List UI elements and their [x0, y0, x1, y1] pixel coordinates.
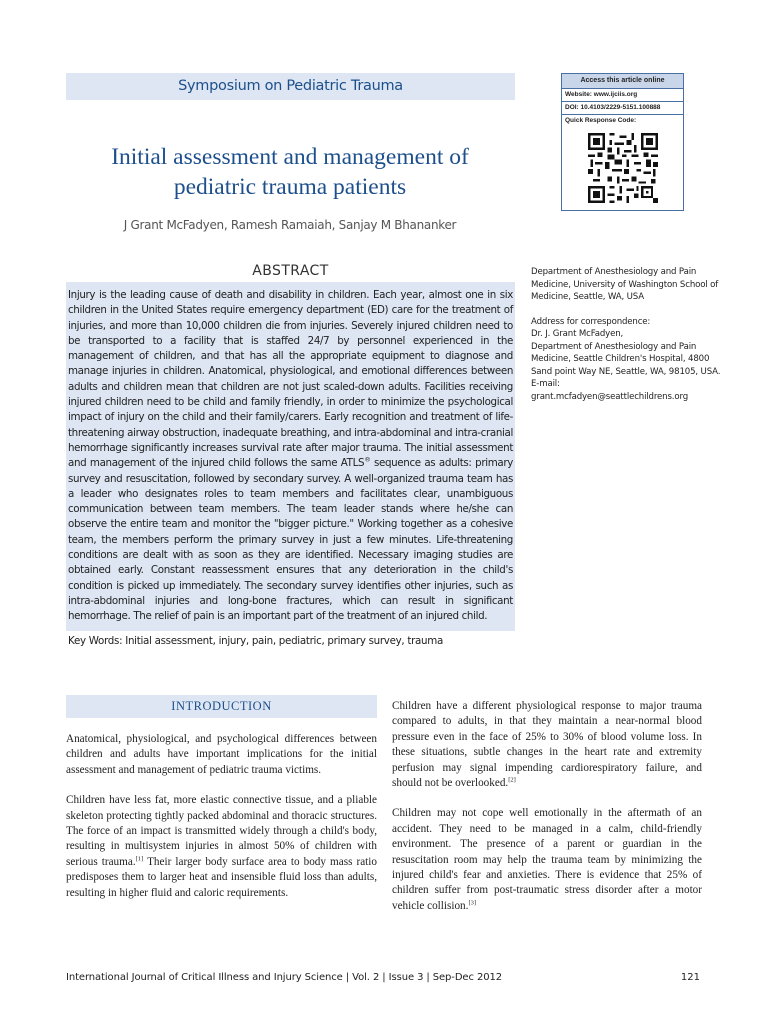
registered-mark: ®	[364, 455, 371, 464]
abstract-part-1: Injury is the leading cause of death and disability in children. Each year, almost one in six children in the United States require emergency department (ED) care for the treatment of injuries, and more than 10,000 children die from injuries. Severely injured children need to be transported to a facility that is staffed 24/7 by personnel experienced in the management of children, and that has all the appropriate equipment to diagnose and manage injuries in children. Anatomical, physiological, and emotional differences between adults and children mean that children are not just scaled-down adults. Facilities receiving injured children need to be child and family friendly, in order to minimize the psychological impact of injury on the child and their family/carers. Early recognition and treatment of life-threatening airway obstruction, inadequate breathing, and intra-abdominal and intra-cranial hemorrhage significantly increases survival rate after major trauma. The initial assessment and management of the injured child follows the same ATLS	[68, 289, 513, 470]
symposium-banner: Symposium on Pediatric Trauma	[66, 73, 515, 100]
reference-link[interactable]: [3]	[468, 899, 477, 907]
keywords	[68, 635, 518, 647]
page-number: 121	[680, 972, 700, 983]
intro-paragraph-2: Children have less fat, more elastic connective tissue, and a pliable skeleton protecting tightly packed abdominal and thoracic structures. The force of an impact is transmitted widely through a child's body, resulting in multisystem injuries in almost 50% of children with serious trauma.[1] Their larger body surface area to body mass ratio predisposes them to larger heat and insensible fluid loss than adults, resulting in higher fluid and caloric requirements.	[66, 794, 377, 899]
email-label: E-mail:	[531, 379, 560, 389]
keywords-label: Key Words:	[68, 635, 123, 647]
keywords-list: Initial assessment, injury, pain, pediatric, primary survey, trauma	[122, 635, 444, 647]
author-list: J Grant McFadyen, Ramesh Ramaiah, Sanjay M Bhananker	[123, 218, 457, 232]
website-link[interactable]: Website: www.ijciis.org	[562, 89, 683, 102]
reference-link[interactable]: [2]	[508, 776, 516, 784]
department-affiliation: Department of Anesthesiology and Pain Medicine, University of Washington School of Medicine, Seattle, WA, USA	[531, 267, 719, 302]
intro-paragraph-3: Children have a different physiological response to major trauma compared to adults, in that they maintain a near-normal blood pressure even in the face of 25% to 30% of blood volume loss. In these situations, subtle changes in the heart rate and extremity perfusion may signal impending cardiorespiratory failure, and should not be overlooked.[2]	[392, 700, 702, 790]
qr-label: Quick Response Code:	[565, 117, 637, 124]
doi-link[interactable]: DOI: 10.4103/2229-5151.100888	[562, 102, 683, 115]
access-online-box	[561, 73, 684, 211]
abstract-text	[68, 288, 513, 625]
intro-paragraph-4: Children may not cope well emotionally in the aftermath of an accident. They need to be managed in a calm, child-friendly environment. The presence of a parent or guardian in the resuscitation room may help the trauma team by minimizing the injured child's fear and anxieties. There is evidence that 25% of children suffer from post-traumatic stress disorder after a motor vehicle collision.[3]	[392, 807, 702, 912]
abstract-box	[66, 282, 515, 631]
email-link[interactable]: grant.mcfadyen@seattlechildrens.org	[531, 391, 689, 402]
title-line-1: Initial assessment and management of	[111, 144, 469, 170]
affiliation-block	[531, 266, 721, 403]
abstract-part-2: sequence as adults: primary survey and resuscitation, followed by secondary survey. A well-organized trauma team has a leader who designates roles to team members and facilitates clear, unambiguous communication between team members. The team leader stands where he/she can observe the entire team and monitor the "bigger picture." Working together as a cohesive team, the members perform the primary survey in just a few minutes. Life-threatening conditions are dealt with as soon as they are identified. Necessary imaging studies are obtained early. Constant reassessment ensures that any deterioration in the child's condition is picked up immediately. The secondary survey identifies other injuries, such as intra-abdominal injuries and long-bone fractures, which can result in significant hemorrhage. The relief of pain is an important part of the treatment of an injured child.	[68, 457, 513, 623]
intro-paragraph-1: Anatomical, physiological, and psychological differences between children and adults have important implications for the initial assessment and management of pediatric trauma victims.	[66, 733, 377, 776]
reference-link[interactable]: [1]	[135, 855, 144, 863]
access-heading: Access this article online	[562, 74, 683, 89]
correspondence-label: Address for correspondence:	[531, 316, 651, 327]
title-line-2: pediatric trauma patients	[173, 174, 407, 200]
right-column	[392, 699, 702, 929]
journal-footer: International Journal of Critical Illness and Injury Science | Vol. 2 | Issue 3 | Sep-Dec 2012	[66, 972, 502, 983]
correspondence-address: Department of Anesthesiology and Pain Medicine, Seattle Children's Hospital, 4800 Sand point Way NE, Seattle, WA, 98105, USA.	[531, 341, 721, 377]
introduction-heading: INTRODUCTION	[66, 695, 377, 718]
qr-code-icon	[588, 133, 658, 203]
article-title	[50, 142, 530, 202]
abstract-heading: ABSTRACT	[252, 263, 329, 279]
correspondence-name: Dr. J. Grant McFadyen,	[531, 329, 624, 339]
left-column	[66, 732, 377, 916]
